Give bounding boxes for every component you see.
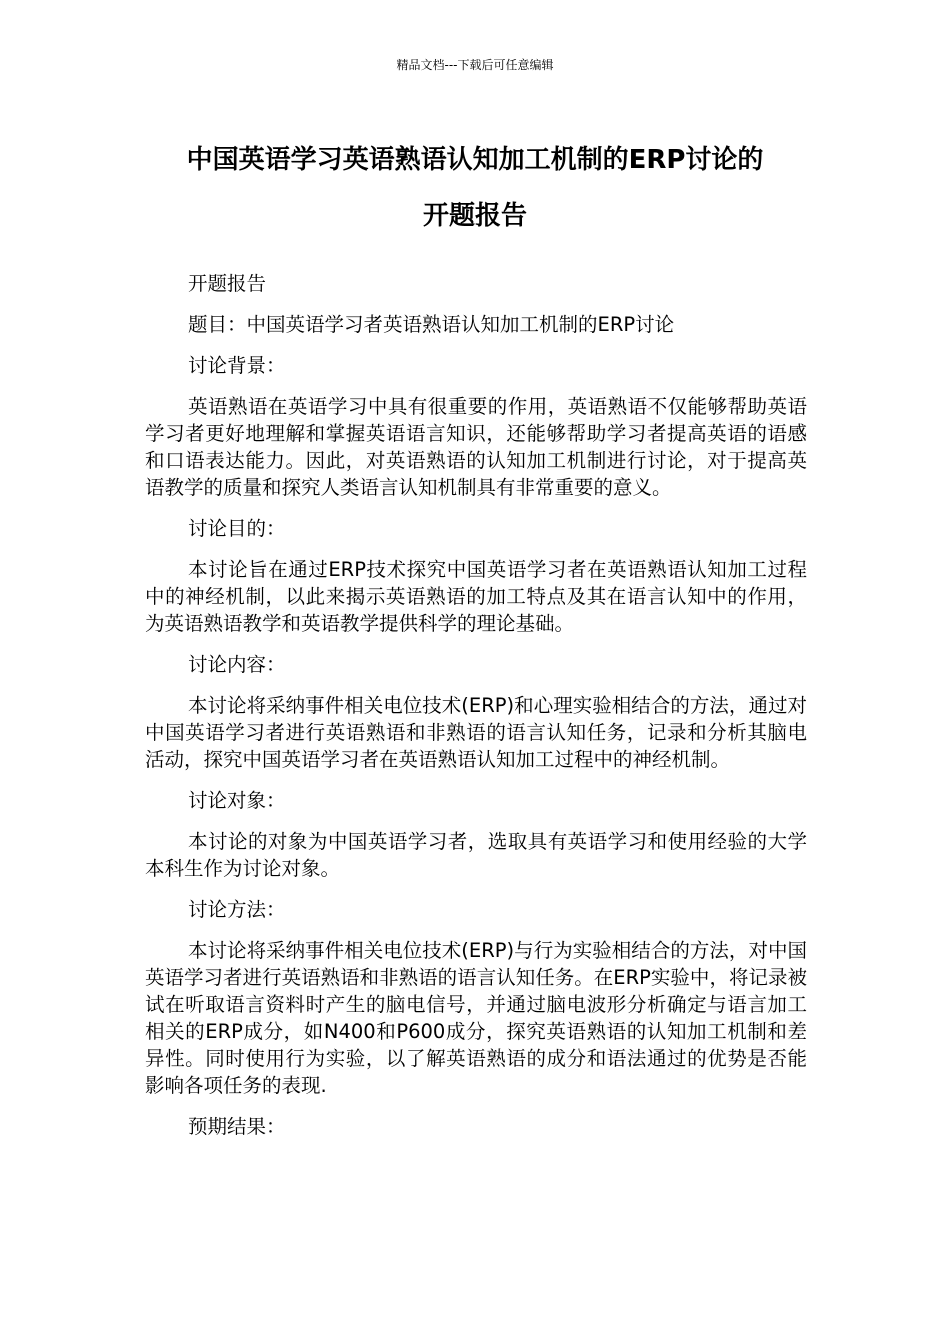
title-line-2: 开题报告 — [422, 201, 527, 231]
paragraph-method: 本讨论将采纳事件相关电位技术(ERP)与行为实验相结合的方法，对中国英语学习者进行英语熟语和非熟语的语言认知任务。在ERP实验中，将记录被试在听取语言资料时产生的脑电信号，并通过脑电波形分析确定与语言加工相关的ERP成分，如N400和P600成分，探究英语熟语的认知加工机制和差异性。同时使用行为实验，以了解英语熟语的成分和语法通过的优势是否能影响各项任务的表现. — [145, 939, 807, 1097]
title-line-1: 中国英语学习英语熟语认知加工机制的ERP讨论的 — [186, 145, 764, 175]
section-label-content: 讨论内容： — [188, 653, 286, 676]
section-label-topic: 题目：中国英语学习者英语熟语认知加工机制的ERP讨论 — [188, 313, 675, 336]
section-label-subjects: 讨论对象： — [188, 789, 286, 812]
header-note: 精品文档---下载后可任意编辑 — [396, 58, 554, 72]
section-label-expected-results: 预期结果： — [188, 1115, 286, 1138]
paragraph-purpose: 本讨论旨在通过ERP技术探究中国英语学习者在英语熟语认知加工过程中的神经机制，以此来揭示英语熟语的加工特点及其在语言认知中的作用，为英语熟语教学和英语教学提供科学的理论基础。 — [145, 558, 807, 635]
section-label-method: 讨论方法： — [188, 898, 286, 921]
paragraph-content: 本讨论将采纳事件相关电位技术(ERP)和心理实验相结合的方法，通过对中国英语学习者进行英语熟语和非熟语的语言认知任务，记录和分析其脑电活动，探究中国英语学习者在英语熟语认知加工过程中的神经机制。 — [145, 694, 807, 771]
paragraph-subjects: 本讨论的对象为中国英语学习者，选取具有英语学习和使用经验的大学本科生作为讨论对象。 — [145, 830, 807, 880]
document-title — [120, 132, 830, 244]
section-label-report: 开题报告 — [188, 272, 267, 295]
paragraph-background: 英语熟语在英语学习中具有很重要的作用，英语熟语不仅能够帮助英语学习者更好地理解和掌握英语语言知识，还能够帮助学习者提高英语的语感和口语表达能力。因此，对英语熟语的认知加工机制进行讨论，对于提高英语教学的质量和探究人类语言认知机制具有非常重要的意义。 — [145, 395, 807, 499]
section-label-purpose: 讨论目的： — [188, 517, 286, 540]
document-body — [145, 270, 807, 1154]
section-label-background: 讨论背景： — [188, 354, 286, 377]
